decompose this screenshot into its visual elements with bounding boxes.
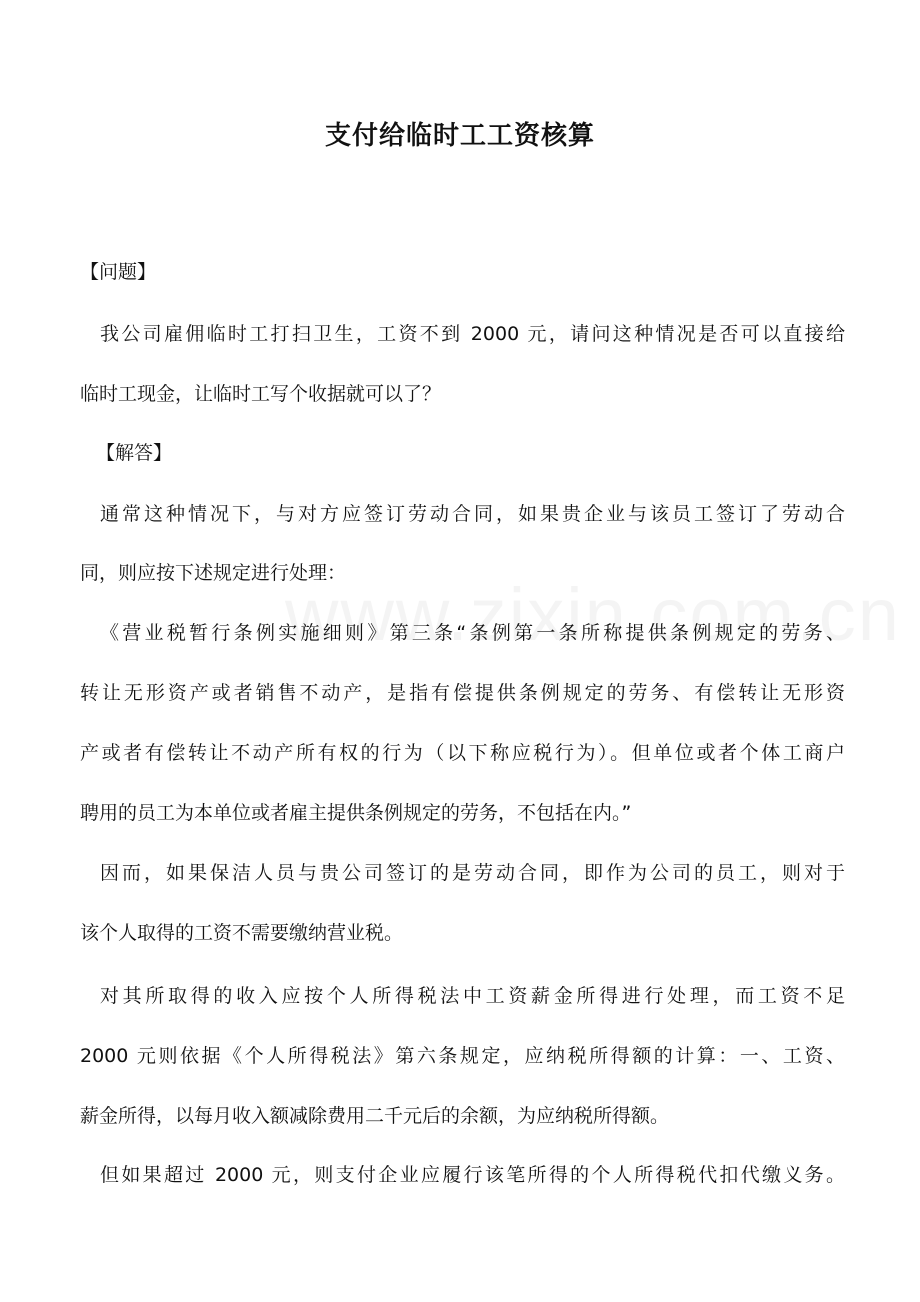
answer-line: 薪金所得，以每月收入额减除费用二千元后的余额，为应纳税所得额。: [80, 1105, 670, 1127]
answer-line: 同，则应按下述规定进行处理：: [80, 562, 347, 584]
answer-line: 2000 元则依据《个人所得税法》第六条规定，应纳税所得额的计算：一、工资、: [80, 1045, 845, 1067]
document-title: 支付给临时工工资核算: [324, 121, 595, 151]
question-line: 临时工现金，让临时工写个收据就可以了？: [80, 383, 442, 405]
answer-line: 该个人取得的工资不需要缴纳营业税。: [80, 922, 404, 944]
answer-heading: 【解答】: [96, 442, 173, 464]
question-line: 我公司雇佣临时工打扫卫生，工资不到 2000 元，请问这种情况是否可以直接给: [100, 323, 845, 345]
answer-line: 因而，如果保洁人员与贵公司签订的是劳动合同，即作为公司的员工，则对于: [100, 862, 845, 884]
answer-line: 《营业税暂行条例实施细则》第三条“条例第一条所称提供条例规定的劳务、: [100, 622, 845, 644]
answer-line: 但如果超过 2000 元，则支付企业应履行该笔所得的个人所得税代扣代缴义务。: [100, 1164, 845, 1186]
answer-line: 产或者有偿转让不动产所有权的行为（以下称应税行为）。但单位或者个体工商户: [80, 742, 845, 764]
answer-line: 转让无形资产或者销售不动产，是指有偿提供条例规定的劳务、有偿转让无形资: [80, 682, 845, 704]
question-heading: 【问题】: [80, 261, 157, 283]
answer-line: 通常这种情况下，与对方应签订劳动合同，如果贵企业与该员工签订了劳动合: [100, 503, 845, 525]
answer-line: 对其所取得的收入应按个人所得税法中工资薪金所得进行处理，而工资不足: [100, 985, 845, 1007]
answer-line: 聘用的员工为本单位或者雇主提供条例规定的劳务，不包括在内。”: [80, 802, 632, 824]
